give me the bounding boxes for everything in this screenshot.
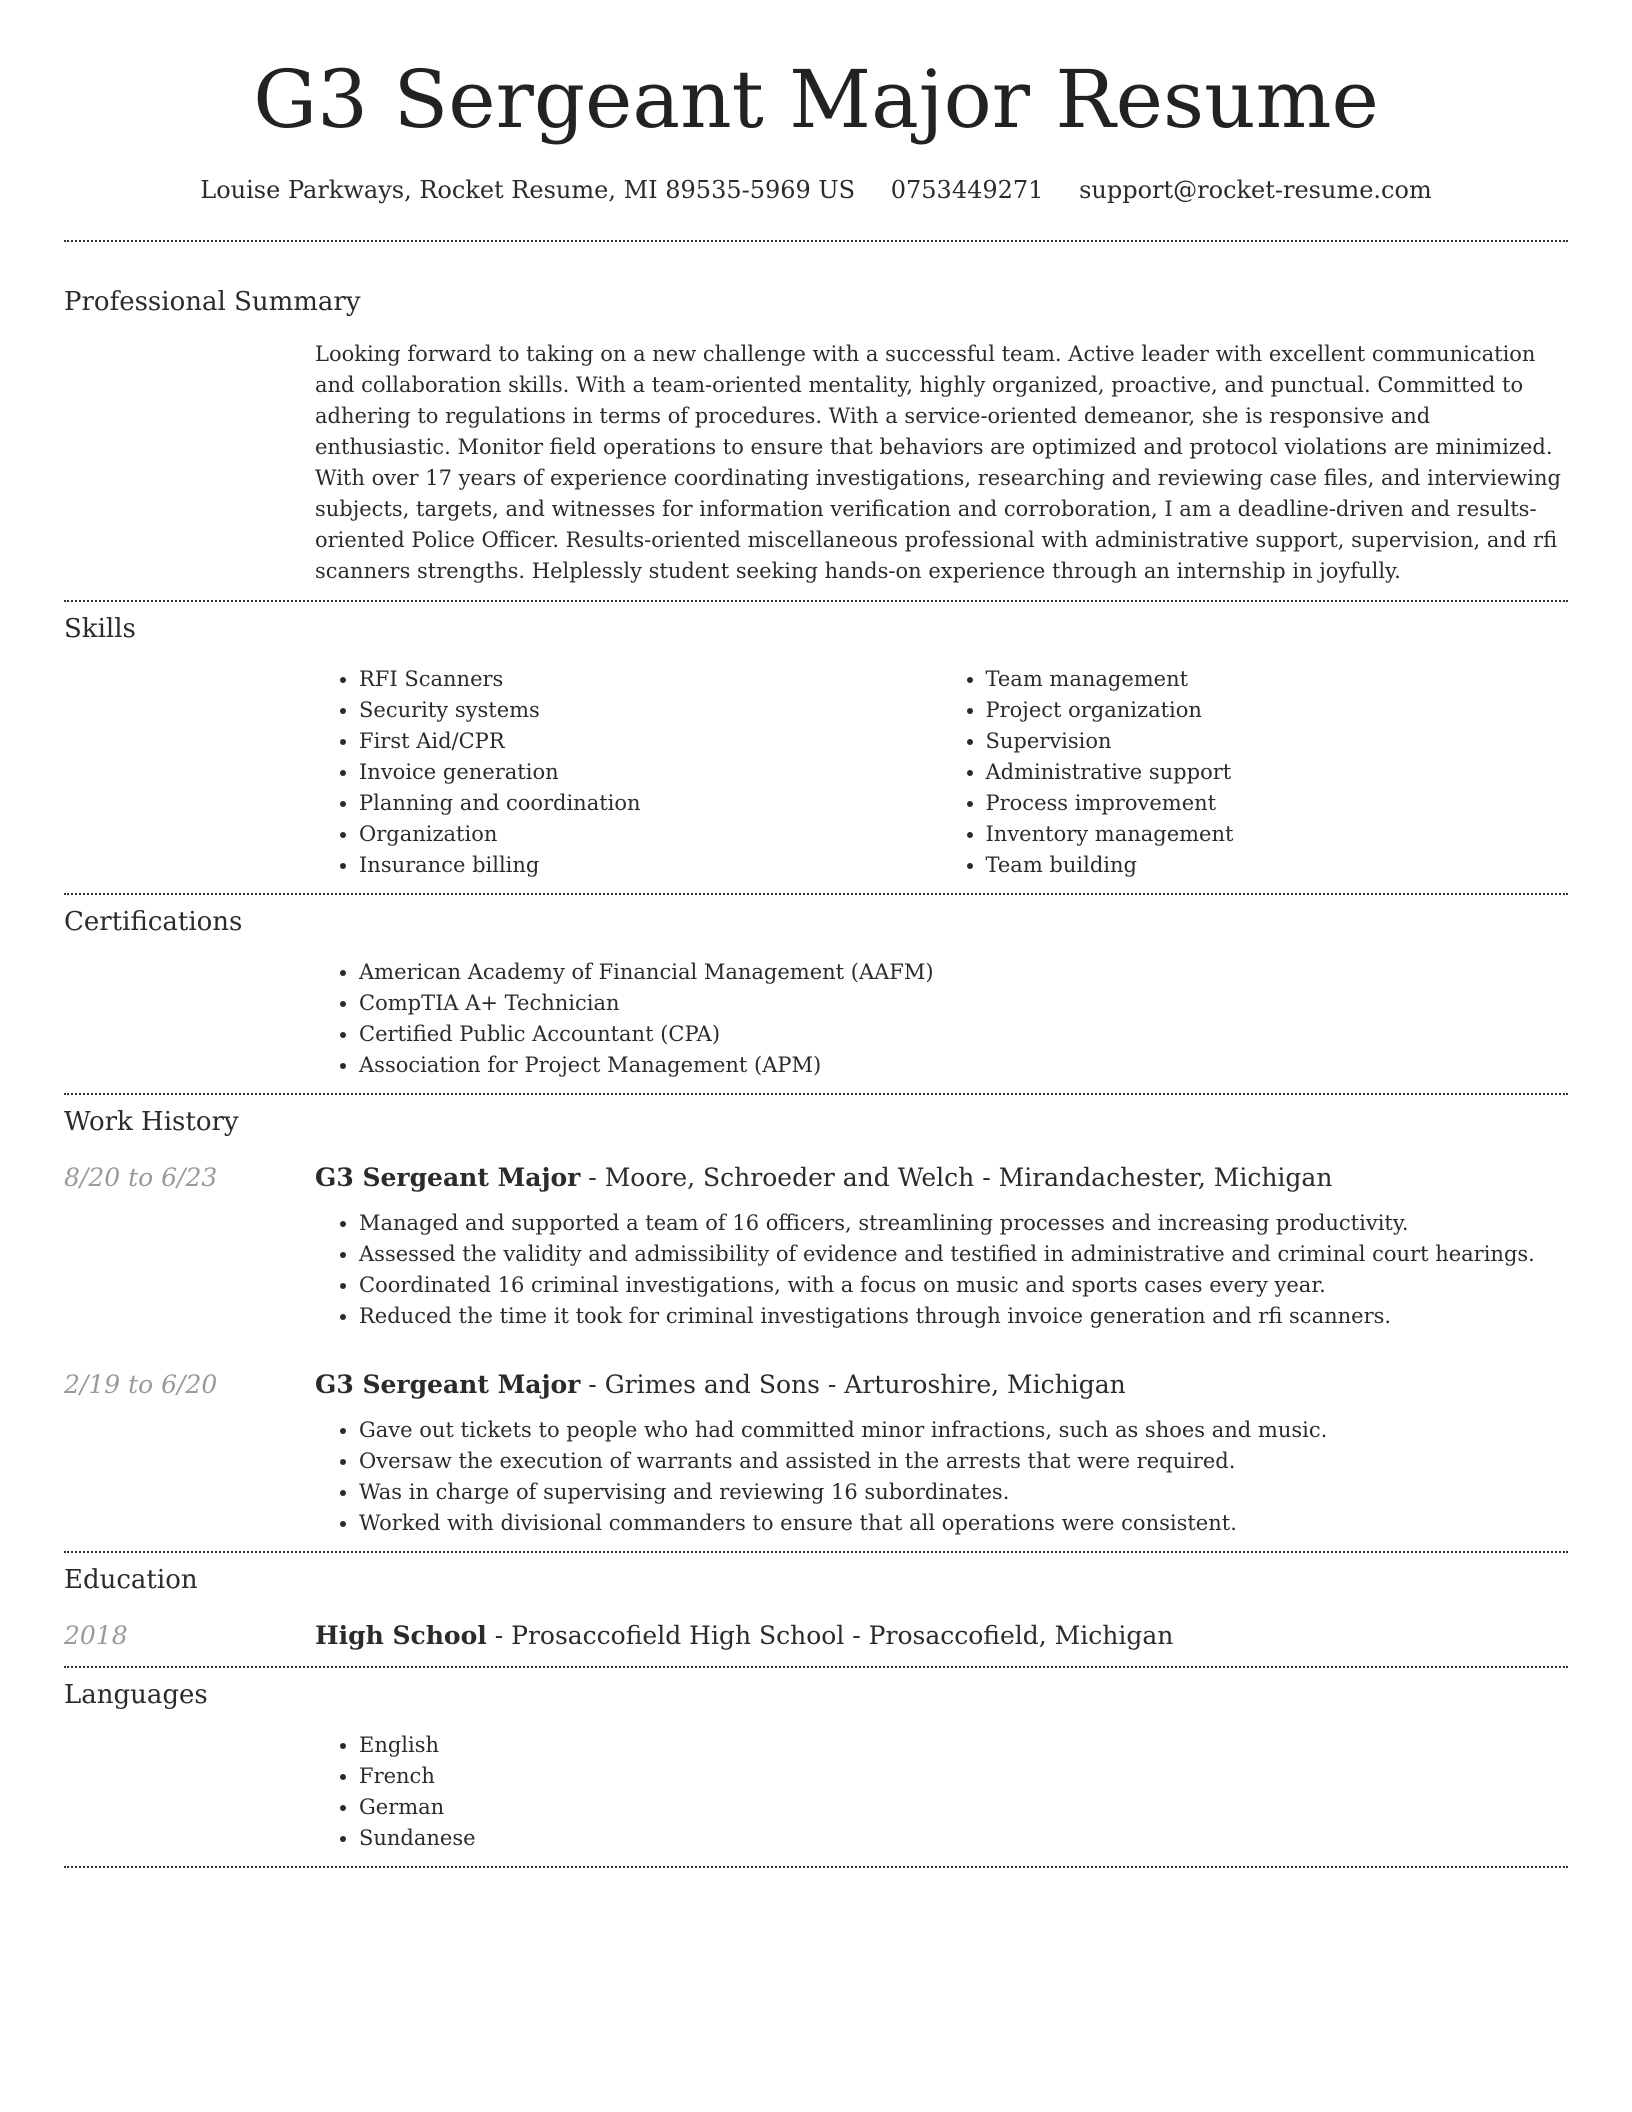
job-bullet: • Managed and supported a team of 16 officers, streamlining processes and increasing productivity.: [359, 1208, 1568, 1239]
language-item: • English: [359, 1730, 1568, 1761]
language-item: • Sundanese: [359, 1823, 1568, 1854]
section-title: Certifications: [64, 907, 243, 937]
education-year: 2018: [64, 1621, 128, 1650]
skill-item: • Team management: [986, 664, 1569, 695]
certifications-section: [64, 895, 1568, 1095]
job-bullet: • Was in charge of supervising and reviewing 16 subordinates.: [359, 1477, 1568, 1508]
section-title: Skills: [64, 614, 136, 644]
resume-page: [64, 0, 1568, 1868]
job-bullet: • Reduced the time it took for criminal investigations through invoice generation and rfi scanners.: [359, 1301, 1568, 1332]
certification-item: • Certified Public Accountant (CPA): [359, 1019, 1568, 1050]
certification-item: • American Academy of Financial Management (AAFM): [359, 957, 1568, 988]
summary-section: [64, 242, 1568, 602]
certification-item: • Association for Project Management (APM): [359, 1050, 1568, 1081]
skills-section: [64, 602, 1568, 895]
skills-list-right: [942, 664, 1569, 881]
skill-item: • Insurance billing: [359, 850, 942, 881]
skill-item: • Planning and coordination: [359, 788, 942, 819]
skill-item: • Supervision: [986, 726, 1569, 757]
section-title: Languages: [64, 1680, 208, 1710]
contact-line: [64, 174, 1568, 206]
resume-title: G3 Sergeant Major Resume: [253, 53, 1379, 146]
languages-section: [64, 1668, 1568, 1868]
section-title: Professional Summary: [64, 287, 361, 317]
job-heading: [315, 1162, 1332, 1194]
job-bullet: • Coordinated 16 criminal investigations, with a focus on music and sports cases every year.: [359, 1270, 1568, 1301]
job-dates: 8/20 to 6/23: [64, 1163, 218, 1192]
job-bullet: • Gave out tickets to people who had committed minor infractions, such as shoes and music.: [359, 1415, 1568, 1446]
section-title: Work History: [64, 1107, 239, 1137]
job-bullet: • Worked with divisional commanders to ensure that all operations were consistent.: [359, 1508, 1568, 1539]
section-title: Education: [64, 1565, 198, 1595]
skill-item: • Administrative support: [986, 757, 1569, 788]
job-bullet: • Oversaw the execution of warrants and assisted in the arrests that were required.: [359, 1446, 1568, 1477]
skills-list-left: [315, 664, 942, 881]
contact-phone: 0753449271: [890, 176, 1044, 204]
skill-item: • Process improvement: [986, 788, 1569, 819]
languages-list: [315, 1730, 1568, 1854]
skill-item: • First Aid/CPR: [359, 726, 942, 757]
skill-item: • Inventory management: [986, 819, 1569, 850]
language-item: • French: [359, 1761, 1568, 1792]
education-school-location: - Prosaccofield High School - Prosaccofield, Michigan: [486, 1621, 1174, 1650]
job-role: G3 Sergeant Major: [315, 1163, 581, 1192]
job-company-location: - Moore, Schroeder and Welch - Mirandachester, Michigan: [580, 1163, 1333, 1192]
job-bullet: • Assessed the validity and admissibility of evidence and testified in administrative and criminal court hearings.: [359, 1239, 1568, 1270]
job-role: G3 Sergeant Major: [315, 1370, 581, 1399]
job-entry: [64, 1162, 1568, 1332]
education-section: [64, 1553, 1568, 1668]
certifications-list: [315, 957, 1568, 1081]
work-history-section: [64, 1095, 1568, 1553]
skill-item: • RFI Scanners: [359, 664, 942, 695]
job-heading: [315, 1369, 1126, 1401]
job-entry: [64, 1369, 1568, 1539]
contact-email: support@rocket-resume.com: [1079, 176, 1432, 204]
job-dates: 2/19 to 6/20: [64, 1370, 218, 1399]
education-degree: High School: [315, 1621, 487, 1650]
skill-item: • Organization: [359, 819, 942, 850]
education-heading: [315, 1620, 1173, 1652]
skill-item: • Team building: [986, 850, 1569, 881]
summary-text: Looking forward to taking on a new challenge with a successful team. Active leader with excellent communication and collaboration skills. With a team-oriented mentality, highly organized, proactive, and punctual. Committed to adhering to regulations in terms of procedures. With a service-oriented demeanor, she is responsive and enthusiastic. Monitor field operations to ensure that behaviors are optimized and protocol violations are minimized. With over 17 years of experience coordinating investigations, researching and reviewing case files, and interviewing subjects, targets, and witnesses for information verification and corroboration, I am a deadline-driven and results-oriented Police Officer. Results-oriented miscellaneous professional with administrative support, supervision, and rfi scanners strengths. Helplessly student seeking hands-on experience through an internship in joyfully.: [315, 342, 1561, 583]
job-bullets: [315, 1208, 1568, 1332]
certification-item: • CompTIA A+ Technician: [359, 988, 1568, 1019]
skill-item: • Project organization: [986, 695, 1569, 726]
skill-item: • Invoice generation: [359, 757, 942, 788]
job-company-location: - Grimes and Sons - Arturoshire, Michigan: [580, 1370, 1126, 1399]
job-bullets: [315, 1415, 1568, 1539]
skill-item: • Security systems: [359, 695, 942, 726]
language-item: • German: [359, 1792, 1568, 1823]
contact-address: Louise Parkways, Rocket Resume, MI 89535-5969 US: [200, 176, 856, 204]
